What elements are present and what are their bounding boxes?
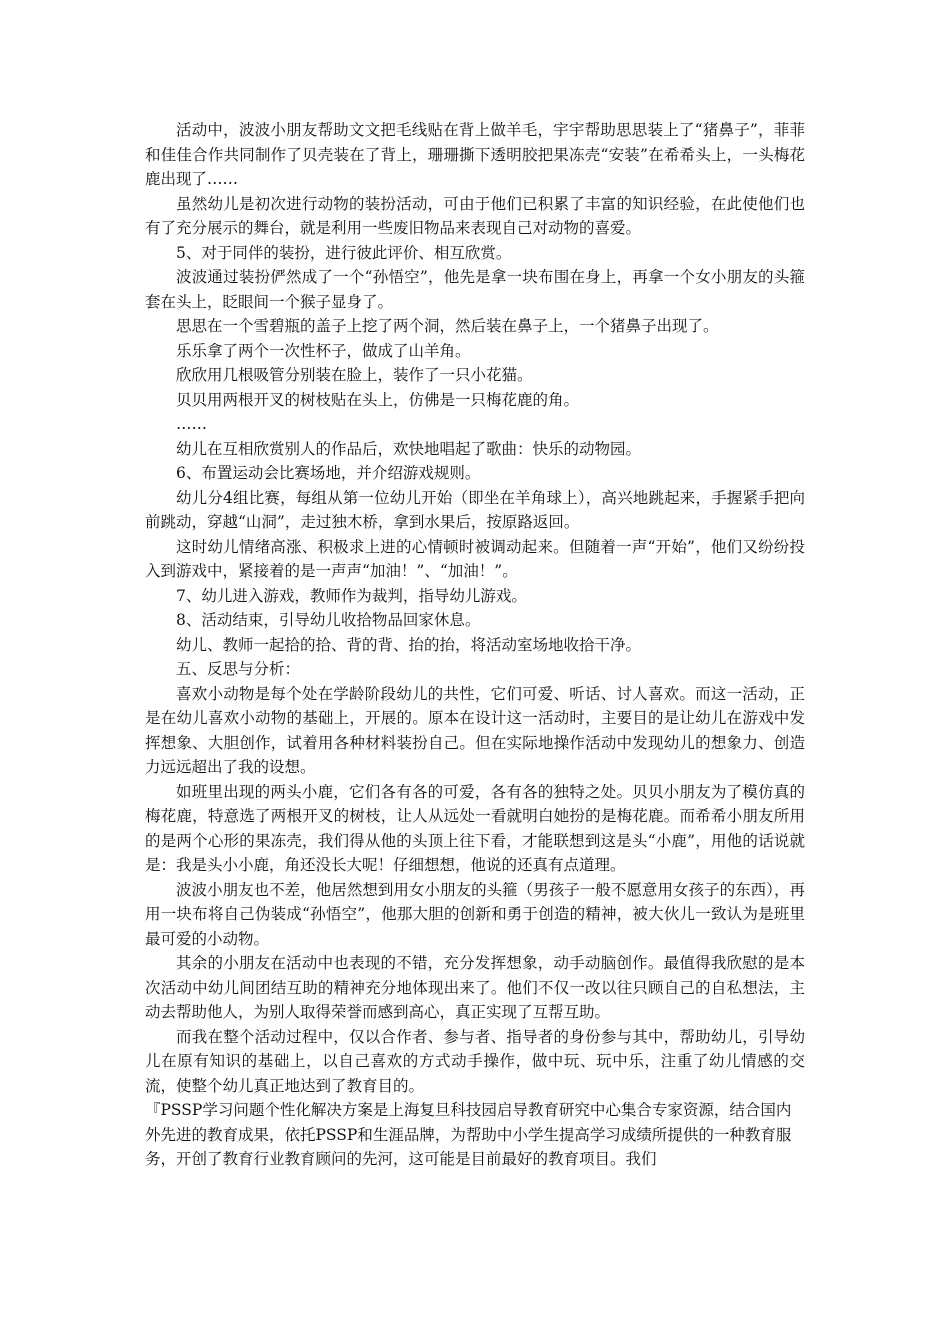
paragraph-sisi-pig: 思思在一个雪碧瓶的盖子上挖了两个洞，然后装在鼻子上，一个猪鼻子出现了。 xyxy=(176,317,719,335)
paragraph-ellipsis: …… xyxy=(176,415,207,433)
paragraph-xinxin-cat: 欣欣用几根吸管分别装在脸上，装作了一只小花猫。 xyxy=(176,366,533,384)
paragraph-activity-description: 活动中，波波小朋友帮助文文把毛线贴在背上做羊毛，宇宇帮助思思装上了“猪鼻子”，菲菲和佳佳合作共同制作了贝壳装在了背上，珊珊撕下透明胶把果冻壳“安装”在希希头上，一头梅花鹿出现了…… xyxy=(145,121,805,188)
paragraph-reflection-teacher: 而我在整个活动过程中，仅以合作者、参与者、指导者的身份参与其中，帮助幼儿，引导幼儿在原有知识的基础上，以自己喜欢的方式动手操作，做中玩、玩中乐，注重了幼儿情感的交流，使整个幼儿真正地达到了教育目的。 xyxy=(145,1027,805,1095)
paragraph-step-7: 7、幼儿进入游戏，教师作为裁判，指导幼儿游戏。 xyxy=(176,586,527,605)
paragraph-lele-goat: 乐乐拿了两个一次性杯子，做成了山羊角。 xyxy=(176,341,471,360)
paragraph-competition: 幼儿分4组比赛，每组从第一位幼儿开始（即坐在羊角球上），高兴地跳起来，手握紧手把向前跳动，穿越“山洞”，走过独木桥，拿到水果后，按原路返回。 xyxy=(145,488,805,531)
document-page xyxy=(145,118,805,1172)
paragraph-cheering: 这时幼儿情绪高涨、积极求上进的心情顿时被调动起来。但随着一声“开始”，他们又纷纷投入到游戏中，紧接着的是一声声“加油！”、“加油！”。 xyxy=(145,537,805,580)
paragraph-step-6: 6、布置运动会比赛场地，并介绍游戏规则。 xyxy=(176,464,481,482)
paragraph-reflection-others: 其余的小朋友在活动中也表现的不错，充分发挥想象，动手动脑创作。最值得我欣慰的是本次活动中幼儿间团结互助的精神充分地体现出来了。他们不仅一改以往只顾自己的自私想法，主动去帮助他人，为别人取得荣誉而感到高心，真正实现了互帮互助。 xyxy=(145,954,805,1021)
paragraph-reflection-bobo: 波波小朋友也不差，他居然想到用女小朋友的头箍（男孩子一般不愿意用女孩子的东西），再用一块布将自己伪装成“孙悟空”，他那大胆的创新和勇于创造的精神，被大伙儿一致认为是班里最可爱的小动物。 xyxy=(145,880,805,948)
paragraph-beibei-deer: 贝贝用两根开叉的树枝贴在头上，仿佛是一只梅花鹿的角。 xyxy=(176,390,580,409)
paragraph-pssp-advert: 『PSSP学习问题个性化解决方案是上海复旦科技园启导教育研究中心集合专家资源，结合国内外先进的教育成果，依托PSSP和生涯品牌，为帮助中小学生提高学习成绩所提供的一种教育服务，开创了教育行业教育顾问的先河，这可能是目前最好的教育项目。我们 xyxy=(145,1101,792,1168)
paragraph-song: 幼儿在互相欣赏别人的作品后，欢快地唱起了歌曲：快乐的动物园。 xyxy=(176,439,642,458)
section-heading-reflection: 五、反思与分析： xyxy=(176,660,301,678)
paragraph-bobo-monkey: 波波通过装扮俨然成了一个“孙悟空”，他先是拿一块布围在身上，再拿一个女小朋友的头箍套在头上，眨眼间一个猴子显身了。 xyxy=(145,268,805,311)
paragraph-step-8: 8、活动结束，引导幼儿收拾物品回家休息。 xyxy=(176,611,481,629)
paragraph-reflection-deer: 如班里出现的两头小鹿，它们各有各的可爱，各有各的独特之处。贝贝小朋友为了模仿真的梅花鹿，特意选了两根开叉的树枝，让人从远处一看就明白她扮的是梅花鹿。而希希小朋友所用的是两个心形的果冻壳，我们得从他的头顶上往下看，才能联想到这是头“小鹿”，用他的话说就是：我是头小小鹿，角还没长大呢！仔细想想，他说的还真有点道理。 xyxy=(145,782,805,874)
paragraph-reflection-intro: 喜欢小动物是每个处在学龄阶段幼儿的共性，它们可爱、听话、讨人喜欢。而这一活动，正是在幼儿喜欢小动物的基础上，开展的。原本在设计这一活动时，主要目的是让幼儿在游戏中发挥想象、大胆创作，试着用各种材料装扮自己。但在实际地操作活动中发现幼儿的想象力、创造力远远超出了我的设想。 xyxy=(145,684,805,776)
paragraph-first-dressup: 虽然幼儿是初次进行动物的装扮活动，可由于他们已积累了丰富的知识经验，在此使他们也有了充分展示的舞台，就是利用一些废旧物品来表现自己对动物的喜爱。 xyxy=(145,194,805,237)
paragraph-step-5: 5、对于同伴的装扮，进行彼此评价、相互欣赏。 xyxy=(176,243,512,262)
paragraph-cleanup: 幼儿、教师一起拾的拾、背的背、抬的抬，将活动室场地收拾干净。 xyxy=(176,635,642,654)
